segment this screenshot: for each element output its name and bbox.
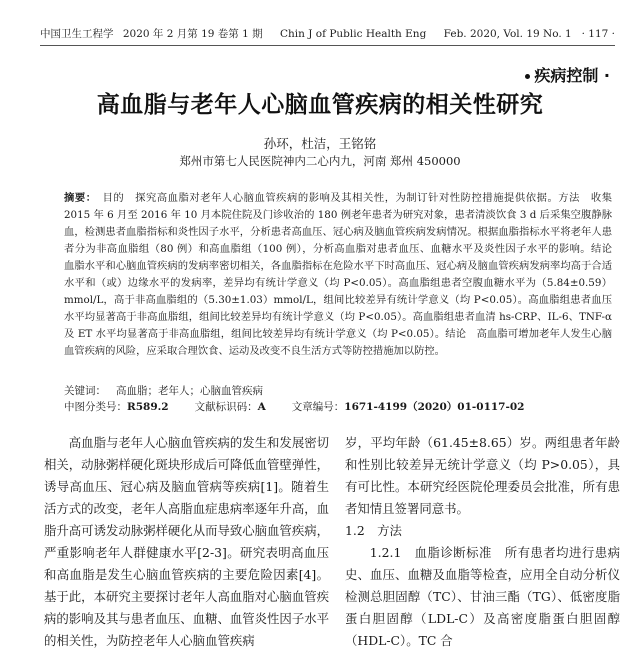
body-right-column: [345, 432, 620, 652]
header-rule: [40, 45, 615, 46]
body-paragraph-continued: 岁，平均年龄（61.45±8.65）岁。两组患者年龄和性别比较差异无统计学意义（均 P>0.05），具有可比性。本研究经医院伦理委员会批准，所有患者知情且签署同意书。: [345, 435, 620, 516]
body-paragraph-methods: 1.2.1 血脂诊断标准 所有患者均进行患病史、血压、血糖及血脂等检查，应用全自动分析仪检测总胆固醇（TC）、甘油三酯（TG）、低密度脂蛋白胆固醇（LDL-C）及高密度脂蛋白胆固醇（HDL-C）。TC 合: [345, 545, 620, 648]
section-tag: [525, 63, 610, 86]
bullet-dot-icon: [525, 74, 530, 79]
document-code: 文献标识码：A: [194, 401, 266, 413]
journal-name-cn: 中国卫生工程学: [40, 28, 114, 40]
issue-en: Feb. 2020, Vol. 19 No. 1: [443, 28, 572, 40]
affiliation: 郑州市第七人民医院神内二心内九，河南 郑州 450000: [179, 154, 461, 168]
section-tag-text: 疾病控制 ·: [534, 66, 610, 85]
header-left: [40, 26, 578, 41]
article-metadata: [64, 383, 612, 415]
classification-row: [64, 399, 612, 415]
abstract-block: [64, 190, 623, 360]
page-number: · 117 ·: [581, 28, 615, 40]
article-id: 文章编号：1671-4199（2020）01-0117-02: [291, 401, 525, 413]
clc-number: 中图分类号：R589.2: [64, 401, 169, 413]
abstract-text: 目的 探究高血脂对老年人心脑血管疾病的影响及其相关性，为制订针对性防控措施提供依据。方法 收集 2015 年 6 月至 2016 年 10 月本院住院及门诊收治的 180 例老年患者为研究对象，患者清淡饮食 3 d 后采集空腹静脉血，检测患者血脂指标和炎性因子水平，分析患者高血压、冠心病及脑血管疾病发病情况。根据血脂指标水平将老年人患者分为非高血脂组（80 例）和高血脂组（100 例），分析高血脂对患者血压、血糖水平及炎性因子水平的影响。结论 血脂水平和心脑血管疾病的发病率密切相关，各血脂指标在危险水平下时高血压、冠心病及脑血管疾病发病率均高于合适水平和（或）边缘水平的发病率，差异均有统计学意义（均 P<0.05）。高血脂组患者空腹血糖水平为（5.84±0.59）mmol/L，高于非高血脂组的（5.30±1.03）mmol/L，组间比较差异有统计学意义（均 P<0.05）。高血脂组患者血压水平均显著高于非高血脂组，组间比较差异均有统计学意义（均 P<0.05）。高血脂组患者血清 hs-CRP、IL-6、TNF-α 及 ET 水平均显著高于非高血脂组，组间比较差异均有统计学意义（均 P<0.05）。结论 高血脂可增加老年人发生心脑血管疾病的风险，应采取合理饮食、运动及改变不良生活方式等防控措施加以防控。: [64, 192, 623, 357]
section-heading-methods: 1.2 方法: [345, 523, 402, 538]
body-paragraph: 高血脂与老年人心脑血管疾病的发生和发展密切相关，动脉粥样硬化斑块形成后可降低血管壁弹性，诱导高血压、冠心病及脑血管病等疾病[1]。随着生活方式的改变，老年人高脂血症患病率逐年升高，血脂升高可诱发动脉粥样硬化从而导致心脑血管疾病，严重影响老年人群健康水平[2-3]。研究表明高血压和高血脂是发生心脑血管疾病的主要危险因素[4]。基于此，本研究主要探讨老年人高血脂对心脑血管疾病的影响及其与患者血压、血糖、血管炎性因子水平的相关性，为防控老年人心脑血管疾病: [44, 435, 329, 648]
author-list: 孙环，杜洁，王铭铭: [263, 136, 377, 151]
issue-cn: 2020 年 2 月第 19 卷第 1 期: [122, 28, 263, 40]
keywords-row: [64, 383, 612, 399]
journal-name-en: Chin J of Public Health Eng: [280, 28, 427, 40]
running-header: [40, 26, 615, 41]
article-title: 高血脂与老年人心脑血管疾病的相关性研究: [96, 92, 544, 118]
body-left-column: [44, 432, 329, 652]
keywords-value: 高血脂；老年人；心脑血管疾病: [116, 385, 263, 397]
abstract-label: 摘要：: [64, 192, 97, 204]
keywords-label: 关键词：: [64, 385, 106, 397]
